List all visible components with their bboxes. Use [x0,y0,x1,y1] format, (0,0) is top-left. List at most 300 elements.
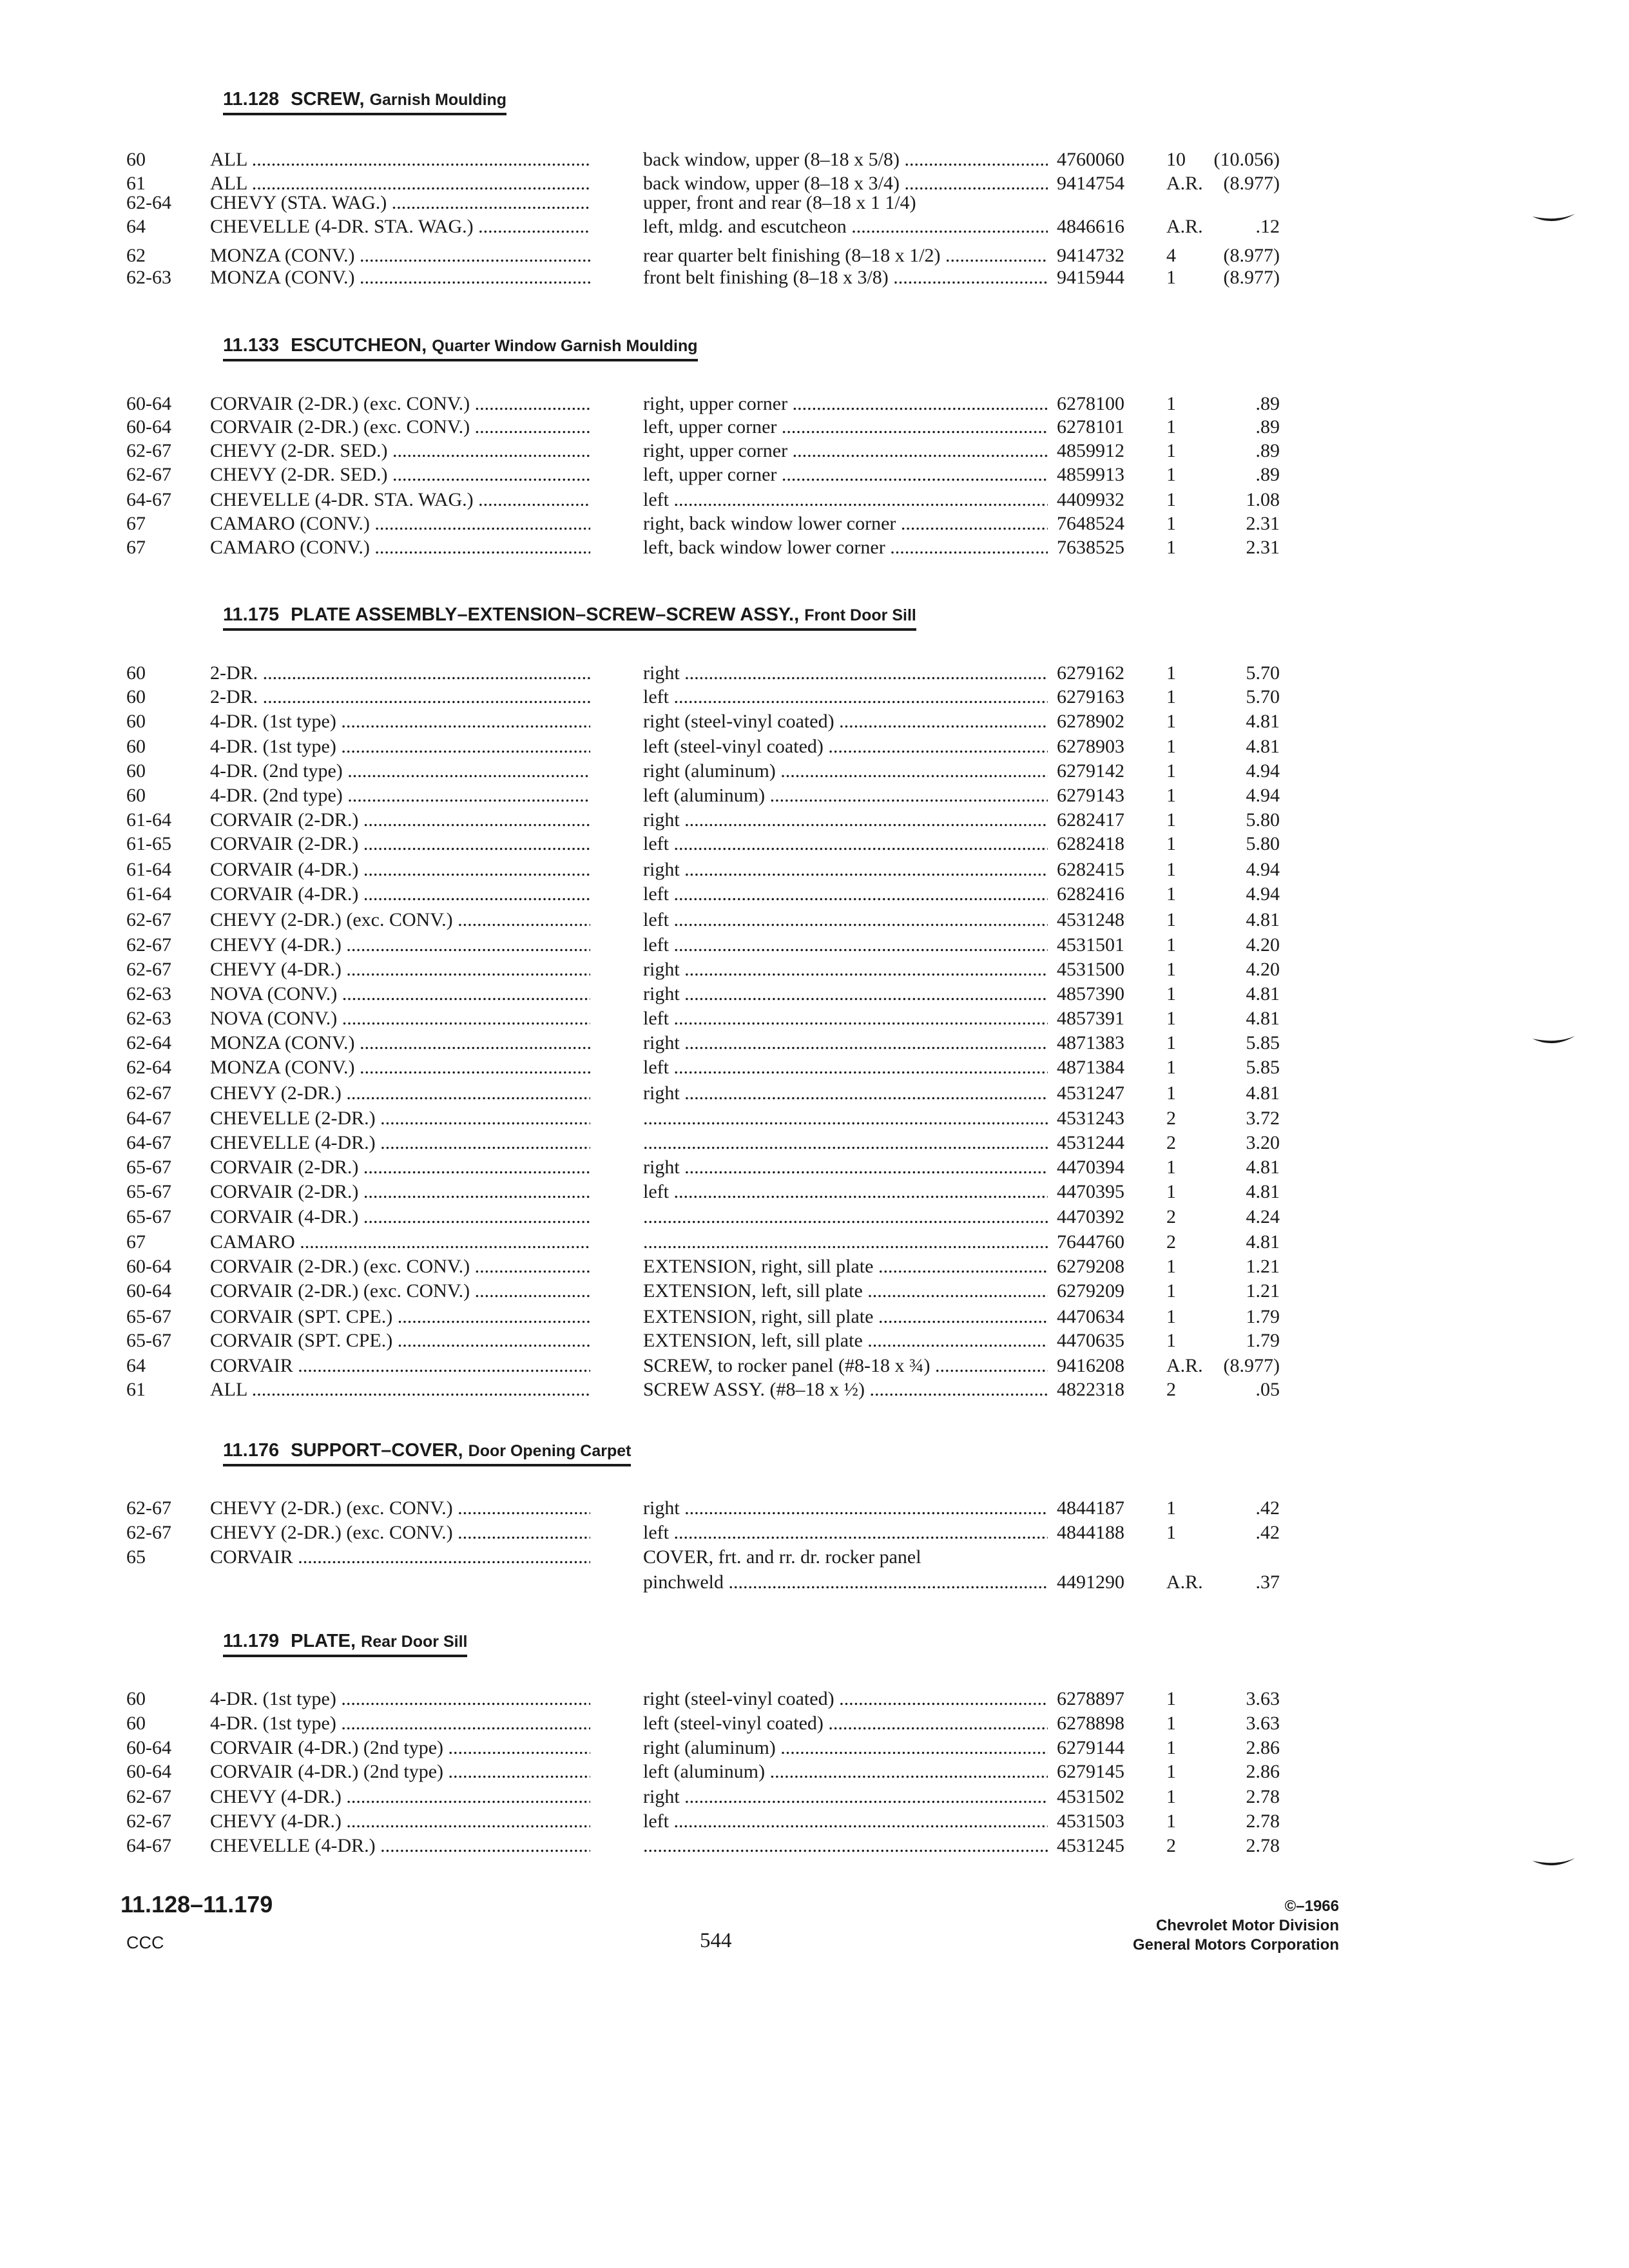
model-year: 64-67 [126,1835,171,1856]
quantity: 1 [1166,760,1176,782]
price: 2.31 [1246,537,1280,558]
parts-row [0,709,1629,735]
price: 4.94 [1246,785,1280,806]
quantity: 1 [1166,537,1176,558]
model-name: CHEVY (STA. WAG.) ..... [210,190,590,216]
model-name: CORVAIR (2-DR.) (exc. CONV.) ..... [210,1254,590,1280]
section-heading [223,89,506,115]
model-name: CHEVY (2-DR. SED.) ..... [210,438,590,464]
parts-row [0,1106,1629,1131]
model-name: CHEVELLE (4-DR. STA. WAG.) ..... [210,487,590,513]
model-year: 62-64 [126,1032,171,1053]
binder-hole-mark-icon [1531,1857,1576,1867]
part-description: left ..... [643,932,1048,958]
parts-row [0,462,1629,488]
parts-row [0,981,1629,1007]
part-number: 9415944 [1057,267,1124,288]
part-number: 4470392 [1057,1206,1124,1227]
model-year: 62-67 [126,440,171,461]
part-description: left ..... [643,831,1048,857]
parts-row [0,857,1629,883]
price: 4.94 [1246,883,1280,905]
quantity: 1 [1166,1761,1176,1782]
section-number: 11.175 [223,604,280,625]
section-subtitle: Rear Door Sill [361,1633,468,1651]
part-description: EXTENSION, left, sill plate ..... [643,1278,1048,1304]
binder-hole-mark-icon [1531,1035,1576,1045]
model-year: 61-65 [126,833,171,854]
quantity: 1 [1166,983,1176,1004]
part-description: right ..... [643,957,1048,983]
model-name: CORVAIR (4-DR.) ..... [210,881,590,907]
parts-row [0,1055,1629,1081]
part-description: left ..... [643,1179,1048,1205]
model-year: 62-63 [126,1008,171,1029]
model-year: 60 [126,785,146,806]
quantity: 1 [1166,833,1176,854]
quantity: 1 [1166,785,1176,806]
model-year: 60 [126,760,146,782]
model-year: 64 [126,1355,146,1376]
parts-row [0,1130,1629,1156]
section-title: ESCUTCHEON, [291,335,427,356]
model-year: 60 [126,1713,146,1734]
page-range: 11.128–11.179 [120,1891,273,1917]
model-name: NOVA (CONV.) ..... [210,981,590,1007]
model-year: 61 [126,1379,146,1400]
part-number: 4470395 [1057,1181,1124,1202]
part-description: right (aluminum) ..... [643,758,1048,784]
parts-row [0,1711,1629,1736]
model-name: 4-DR. (1st type) ..... [210,1686,590,1712]
model-year: 62-67 [126,959,171,980]
model-name: MONZA (CONV.) ..... [210,1030,590,1056]
part-number: 4531244 [1057,1132,1124,1153]
quantity: 1 [1166,859,1176,880]
part-number: 7648524 [1057,513,1124,534]
corporation-name: General Motors Corporation [1132,1936,1339,1954]
model-year: 60 [126,736,146,757]
model-name: MONZA (CONV.) ..... [210,243,590,269]
quantity: 2 [1166,1206,1176,1227]
section-subtitle: Front Door Sill [804,606,916,624]
model-year: 60 [126,662,146,684]
part-description: upper, front and rear (8–18 x 1 1/4) [643,192,916,213]
part-number: 4531247 [1057,1082,1124,1104]
section-heading [223,335,698,361]
model-year: 60 [126,149,146,170]
price: 1.08 [1246,489,1280,510]
price: 4.81 [1246,711,1280,732]
model-name: NOVA (CONV.) ..... [210,1006,590,1032]
model-name: CAMARO ..... [210,1229,590,1255]
part-number: 4859912 [1057,440,1124,461]
model-name: CORVAIR (4-DR.) (2nd type) ..... [210,1759,590,1785]
quantity: 1 [1166,809,1176,831]
part-number: 4531243 [1057,1108,1124,1129]
part-description: right (steel-vinyl coated) ..... [643,1686,1048,1712]
part-number: 4871384 [1057,1057,1124,1078]
section-number: 11.179 [223,1631,280,1651]
part-number: 6279143 [1057,785,1124,806]
model-name: CHEVELLE (4-DR.) ..... [210,1833,590,1859]
model-name: CHEVY (4-DR.) ..... [210,957,590,983]
parts-row [0,391,1629,417]
part-description: right (steel-vinyl coated) ..... [643,709,1048,735]
part-description [643,1106,1048,1131]
quantity: 2 [1166,1835,1176,1856]
parts-row [0,1520,1629,1546]
price: 1.79 [1246,1330,1280,1351]
part-description: COVER, frt. and rr. dr. rocker panel [643,1546,921,1568]
parts-row [0,1304,1629,1330]
model-year: 64-67 [126,1108,171,1129]
part-description: right ..... [643,1081,1048,1106]
price: 1.21 [1246,1280,1280,1302]
quantity: 1 [1166,1082,1176,1104]
section-title: PLATE, [291,1631,356,1651]
model-name: CORVAIR (SPT. CPE.) ..... [210,1328,590,1354]
price: 3.63 [1246,1688,1280,1709]
part-description: right ..... [643,1155,1048,1180]
section-title: SUPPORT–COVER, [291,1440,463,1461]
quantity: 1 [1166,416,1176,437]
quantity: 4 [1166,245,1176,266]
model-year: 62-63 [126,983,171,1004]
part-number: 4531502 [1057,1786,1124,1807]
quantity: 1 [1166,934,1176,956]
model-name: 2-DR. ..... [210,660,590,686]
price: (10.056) [1213,149,1280,170]
part-number: 4760060 [1057,149,1124,170]
parts-row [0,734,1629,760]
price: 4.81 [1246,1008,1280,1029]
model-year: 64-67 [126,489,171,510]
model-year: 62-67 [126,934,171,956]
price: 3.20 [1246,1132,1280,1153]
catalog-code: CCC [126,1933,164,1952]
part-description: right ..... [643,807,1048,833]
part-description: left ..... [643,1055,1048,1081]
model-name: CORVAIR (SPT. CPE.) ..... [210,1304,590,1330]
section-heading [223,1631,467,1657]
part-number: 6279142 [1057,760,1124,782]
part-description: left, mldg. and escutcheon ..... [643,214,1048,240]
binder-hole-mark-icon [1531,213,1576,223]
parts-row [0,214,1629,240]
price: (8.977) [1223,173,1280,194]
part-number: 7638525 [1057,537,1124,558]
quantity: 1 [1166,1497,1176,1519]
part-number: 6278897 [1057,1688,1124,1709]
copyright: ©–1966 [1284,1898,1339,1915]
part-description: left ..... [643,487,1048,513]
part-description: right (aluminum) ..... [643,1735,1048,1761]
price: 3.72 [1246,1108,1280,1129]
model-name: CHEVY (2-DR. SED.) ..... [210,462,590,488]
part-description: pinchweld ..... [643,1570,1048,1595]
price: 5.70 [1246,662,1280,684]
parts-row [0,414,1629,440]
price: .89 [1255,416,1280,437]
model-year: 61-64 [126,809,171,831]
quantity: 1 [1166,711,1176,732]
quantity: 1 [1166,662,1176,684]
parts-row [0,684,1629,710]
part-number: 6278902 [1057,711,1124,732]
parts-row [0,535,1629,561]
section-number: 11.176 [223,1440,280,1461]
parts-row [0,1328,1629,1354]
parts-row [0,1278,1629,1304]
quantity: 1 [1166,883,1176,905]
model-name: CORVAIR (2-DR.) ..... [210,1179,590,1205]
section-heading [223,1440,631,1466]
parts-row [0,1254,1629,1280]
quantity: A.R. [1166,1355,1203,1376]
part-description: right ..... [643,857,1048,883]
model-name: 4-DR. (2nd type) ..... [210,783,590,809]
quantity: 2 [1166,1132,1176,1153]
parts-row [0,1570,1629,1595]
price: 3.63 [1246,1713,1280,1734]
part-number: 6278100 [1057,393,1124,414]
part-description: left (aluminum) ..... [643,783,1048,809]
price: 1.21 [1246,1256,1280,1277]
part-description: left (steel-vinyl coated) ..... [643,1711,1048,1736]
part-description: back window, upper (8–18 x 5/8) ..... [643,147,1048,173]
parts-row [0,831,1629,857]
part-description: right ..... [643,1030,1048,1056]
quantity: 1 [1166,1330,1176,1351]
part-description: left, upper corner ..... [643,462,1048,488]
model-year: 60-64 [126,1256,171,1277]
price: 5.85 [1246,1032,1280,1053]
parts-row [0,511,1629,537]
part-number: 6278898 [1057,1713,1124,1734]
parts-row [0,1809,1629,1834]
model-name: CHEVY (2-DR.) (exc. CONV.) ..... [210,1520,590,1546]
price: .12 [1255,216,1280,237]
parts-row [0,1030,1629,1056]
part-description [643,1229,1048,1255]
model-name: MONZA (CONV.) ..... [210,1055,590,1081]
part-description: left ..... [643,881,1048,907]
price: 4.81 [1246,983,1280,1004]
parts-row [0,1759,1629,1785]
model-name: CORVAIR (2-DR.) (exc. CONV.) ..... [210,391,590,417]
parts-row [0,881,1629,907]
model-year: 60-64 [126,1280,171,1302]
model-year: 60-64 [126,1761,171,1782]
model-year: 62-67 [126,1786,171,1807]
parts-row [0,932,1629,958]
price: 4.81 [1246,1181,1280,1202]
part-number: 6282416 [1057,883,1124,905]
part-description: left, back window lower corner ..... [643,535,1048,561]
parts-row [0,1155,1629,1180]
part-number: 6279144 [1057,1737,1124,1758]
model-name: ALL ..... [210,171,590,197]
quantity: 2 [1166,1108,1176,1129]
part-number: 6282415 [1057,859,1124,880]
price: .42 [1255,1522,1280,1543]
price: 4.94 [1246,859,1280,880]
model-name: CAMARO (CONV.) ..... [210,535,590,561]
model-name: CHEVELLE (4-DR.) ..... [210,1130,590,1156]
model-name: CORVAIR (2-DR.) (exc. CONV.) ..... [210,414,590,440]
price: 5.80 [1246,833,1280,854]
part-number: 4846616 [1057,216,1124,237]
quantity: 1 [1166,1032,1176,1053]
model-name: CHEVELLE (2-DR.) ..... [210,1106,590,1131]
model-year: 62-67 [126,1522,171,1543]
model-year: 61-64 [126,859,171,880]
model-year: 61 [126,173,146,194]
parts-row [0,1735,1629,1761]
quantity: 1 [1166,1256,1176,1277]
part-number: 4822318 [1057,1379,1124,1400]
section-subtitle: Door Opening Carpet [468,1442,631,1460]
part-description: left ..... [643,684,1048,710]
part-number: 4531503 [1057,1811,1124,1832]
parts-row [0,1353,1629,1379]
price: .37 [1255,1571,1280,1593]
part-number: 6282418 [1057,833,1124,854]
parts-row [0,758,1629,784]
model-year: 65-67 [126,1181,171,1202]
model-year: 65-67 [126,1306,171,1327]
part-description: right ..... [643,660,1048,686]
section-title: PLATE ASSEMBLY–EXTENSION–SCREW–SCREW ASSY., [291,604,800,625]
part-description: right ..... [643,981,1048,1007]
part-number: 4470634 [1057,1306,1124,1327]
model-name: 2-DR. ..... [210,684,590,710]
price: (8.977) [1223,245,1280,266]
part-number: 6278101 [1057,416,1124,437]
quantity: 1 [1166,489,1176,510]
parts-row [0,1495,1629,1521]
part-number: 6278903 [1057,736,1124,757]
price: 2.78 [1246,1786,1280,1807]
part-description: EXTENSION, left, sill plate ..... [643,1328,1048,1354]
part-description: left ..... [643,1006,1048,1032]
parts-row [0,1081,1629,1106]
model-year: 60 [126,711,146,732]
part-number: 6279163 [1057,686,1124,707]
price: 4.81 [1246,1082,1280,1104]
parts-row [0,1544,1629,1570]
model-year: 62-67 [126,1497,171,1519]
price: .89 [1255,464,1280,485]
price: .89 [1255,393,1280,414]
section-subtitle: Garnish Moulding [369,91,507,109]
part-number: 4531501 [1057,934,1124,956]
model-name: CHEVY (2-DR.) ..... [210,1081,590,1106]
quantity: A.R. [1166,173,1203,194]
section-number: 11.128 [223,89,280,110]
quantity: 1 [1166,1008,1176,1029]
part-description [643,1833,1048,1859]
part-description: SCREW, to rocker panel (#8-18 x ¾) ..... [643,1353,1048,1379]
model-name: MONZA (CONV.) ..... [210,265,590,291]
quantity: 1 [1166,267,1176,288]
quantity: A.R. [1166,216,1203,237]
parts-row [0,957,1629,983]
model-name: CORVAIR ..... [210,1353,590,1379]
model-name: CORVAIR (2-DR.) ..... [210,831,590,857]
part-number: 4531248 [1057,909,1124,930]
quantity: 1 [1166,1057,1176,1078]
part-description: SCREW ASSY. (#8–18 x ½) ..... [643,1377,1048,1403]
part-description: right ..... [643,1784,1048,1810]
parts-row [0,1179,1629,1205]
part-number: 6279145 [1057,1761,1124,1782]
quantity: 1 [1166,1737,1176,1758]
model-year: 65-67 [126,1206,171,1227]
price: 5.85 [1246,1057,1280,1078]
model-year: 62 [126,245,146,266]
quantity: 10 [1166,149,1186,170]
price: 4.81 [1246,1231,1280,1253]
part-number: 7644760 [1057,1231,1124,1253]
price: .42 [1255,1497,1280,1519]
part-description: right ..... [643,1495,1048,1521]
model-year: 64 [126,216,146,237]
publisher-block [1133,1897,1339,1955]
parts-row [0,807,1629,833]
part-number: 4857391 [1057,1008,1124,1029]
part-number: 9414732 [1057,245,1124,266]
price: 2.31 [1246,513,1280,534]
model-year: 62-63 [126,267,171,288]
parts-row [0,907,1629,933]
model-name: CAMARO (CONV.) ..... [210,511,590,537]
quantity: 1 [1166,1157,1176,1178]
model-name: CHEVY (2-DR.) (exc. CONV.) ..... [210,907,590,933]
part-number: 6279162 [1057,662,1124,684]
model-year: 62-67 [126,1082,171,1104]
part-description: left ..... [643,1809,1048,1834]
quantity: 2 [1166,1231,1176,1253]
parts-row [0,147,1629,173]
price: 2.86 [1246,1761,1280,1782]
quantity: 1 [1166,393,1176,414]
parts-row [0,783,1629,809]
part-number: 4531500 [1057,959,1124,980]
part-number: 4491290 [1057,1571,1124,1593]
section-number: 11.133 [223,335,280,356]
price: (8.977) [1223,267,1280,288]
quantity: 1 [1166,1522,1176,1543]
section-subtitle: Quarter Window Garnish Moulding [432,337,698,355]
part-description: left ..... [643,907,1048,933]
model-name: CORVAIR (2-DR.) (exc. CONV.) ..... [210,1278,590,1304]
part-number: 6279208 [1057,1256,1124,1277]
quantity: 1 [1166,1811,1176,1832]
part-number: 4857390 [1057,983,1124,1004]
part-number: 6279209 [1057,1280,1124,1302]
part-number: 9416208 [1057,1355,1124,1376]
part-number: 9414754 [1057,173,1124,194]
model-year: 65-67 [126,1157,171,1178]
section-title: SCREW, [291,89,365,110]
part-description: EXTENSION, right, sill plate ..... [643,1304,1048,1330]
model-year: 67 [126,537,146,558]
model-year: 67 [126,513,146,534]
model-year: 60-64 [126,393,171,414]
model-name: CORVAIR (2-DR.) ..... [210,807,590,833]
